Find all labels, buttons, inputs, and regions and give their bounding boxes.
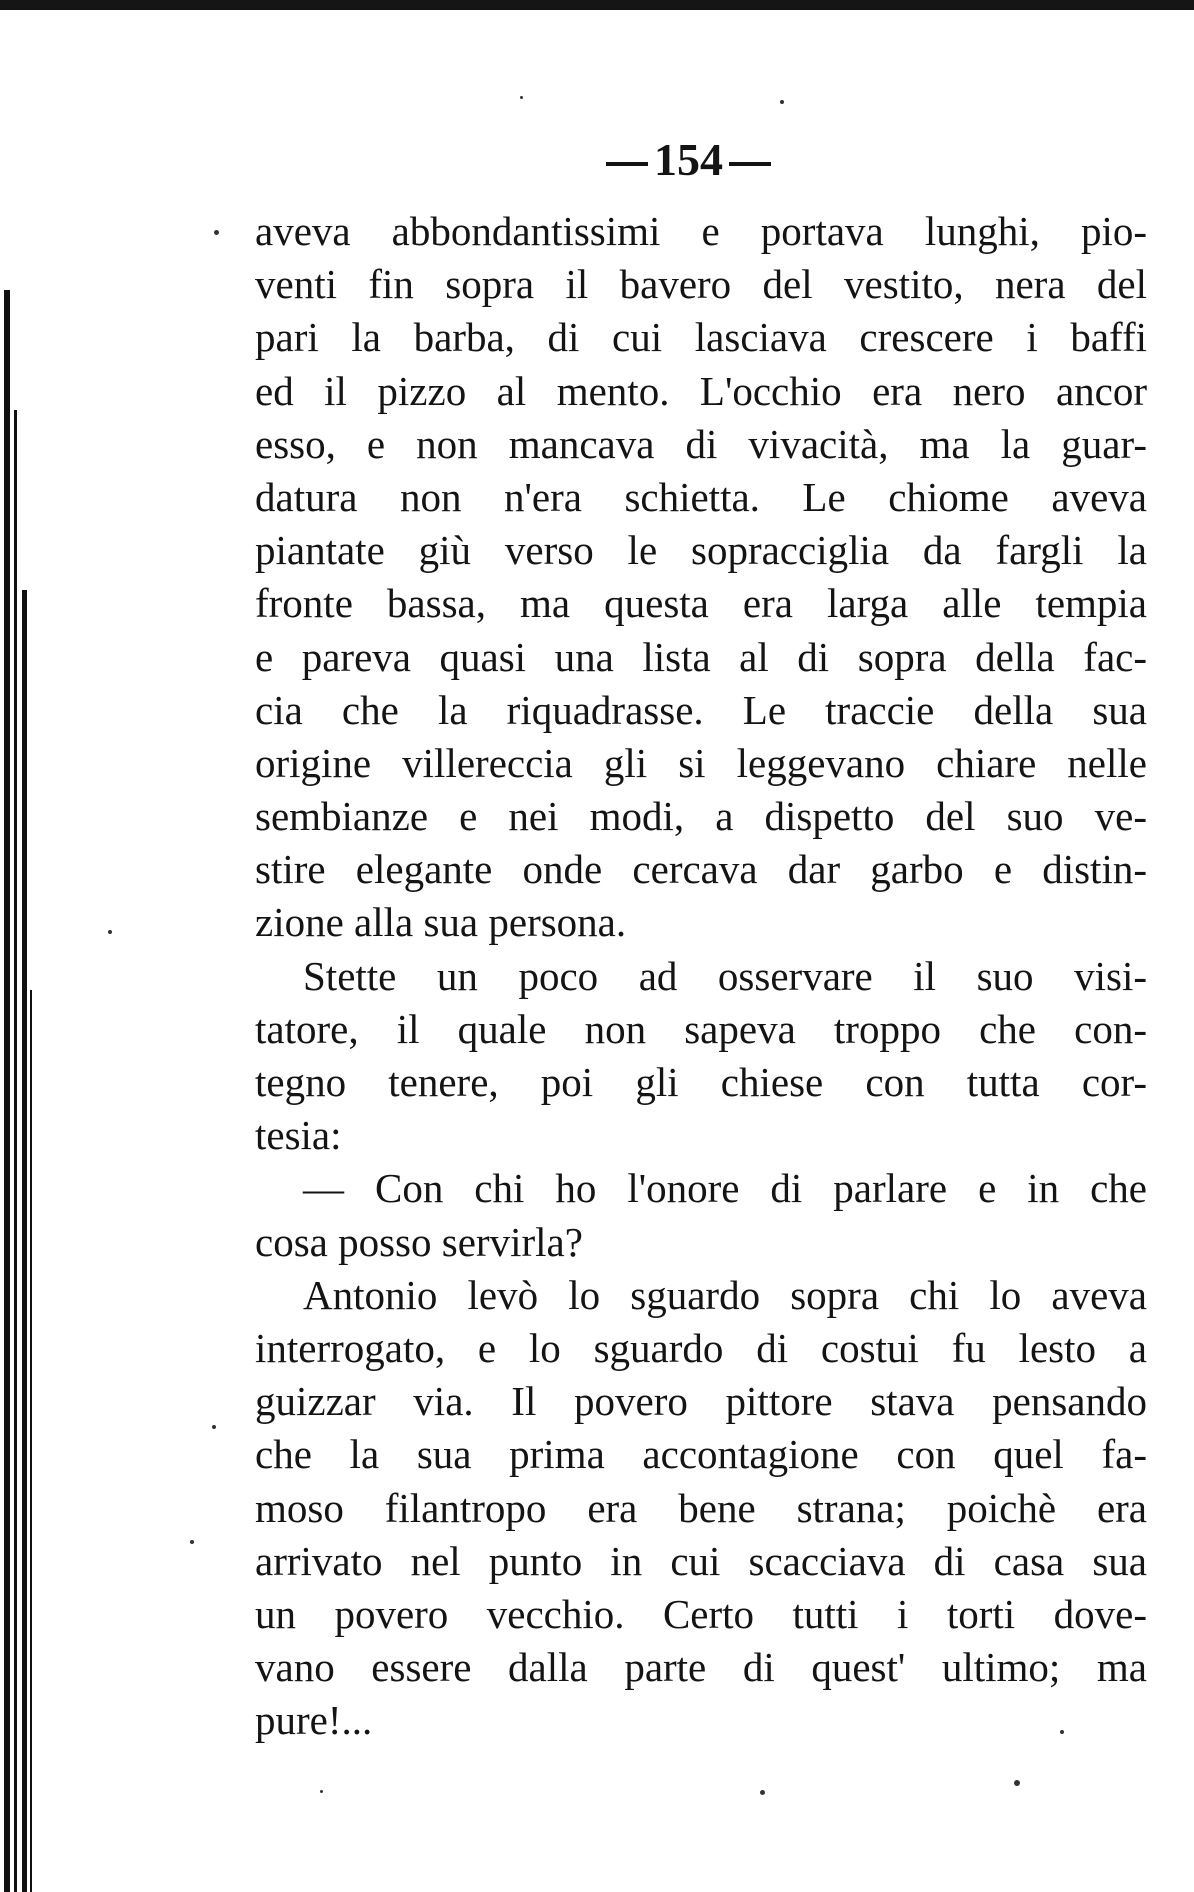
scan-speck: [320, 1790, 323, 1793]
text-line: venti fin sopra il bavero del vestito, nera del: [255, 261, 1147, 308]
text-line: vano essere dalla parte di quest' ultimo; ma: [255, 1644, 1147, 1691]
body-text: [255, 205, 1147, 1747]
scan-speck: [214, 230, 219, 235]
text-line: — Con chi ho l'onore di parlare e in che: [303, 1165, 1147, 1212]
scan-speck: [212, 1425, 216, 1429]
scan-speck: [520, 96, 523, 99]
text-line: pari la barba, di cui lasciava crescere i baffi: [255, 314, 1147, 361]
text-line: origine villereccia gli si leggevano chiare nelle: [255, 739, 1147, 786]
text-line: e pareva quasi una lista al di sopra della fac-: [255, 633, 1147, 680]
scan-speck: [108, 930, 112, 934]
text-line: tesia:: [255, 1112, 342, 1159]
text-line: stire elegante onde cercava dar garbo e distin-: [255, 846, 1147, 893]
text-line: tatore, il quale non sapeva troppo che con-: [255, 1005, 1147, 1052]
text-line: esso, e non mancava di vivacità, ma la guar-: [255, 420, 1147, 467]
header-dash-left: [606, 162, 648, 166]
text-line: tegno tenere, poi gli chiese con tutta cor-: [255, 1059, 1147, 1105]
text-line: cia che la riquadrasse. Le traccie della sua: [255, 686, 1147, 733]
text-line: che la sua prima accontagione con quel fa-: [255, 1431, 1147, 1478]
text-line: un povero vecchio. Certo tutti i torti dove-: [255, 1590, 1147, 1637]
text-line: piantate giù verso le sopracciglia da fargli la: [255, 527, 1147, 574]
text-line: moso filantropo era bene strana; poichè era: [255, 1484, 1147, 1531]
scan-speck: [780, 100, 784, 104]
page-number: 154: [654, 134, 723, 185]
scan-speck: [760, 1790, 765, 1795]
text-line: ed il pizzo al mento. L'occhio era nero ancor: [255, 367, 1147, 414]
scan-speck: [190, 1540, 194, 1544]
text-line: Antonio levò lo sguardo sopra chi lo aveva: [303, 1271, 1147, 1318]
scan-speck: [1060, 1730, 1064, 1734]
text-line: guizzar via. Il povero pittore stava pensando: [255, 1378, 1147, 1425]
text-line: aveva abbondantissimi e portava lunghi, pio-: [255, 208, 1147, 254]
text-line: datura non n'era schietta. Le chiome aveva: [255, 473, 1147, 520]
text-line: Stette un poco ad osservare il suo visi-: [303, 952, 1147, 999]
text-line: fronte bassa, ma questa era larga alle tempia: [255, 580, 1147, 627]
left-binding-edge: [0, 290, 40, 1892]
header-dash-right: [729, 162, 771, 166]
text-line: interrogato, e lo sguardo di costui fu lesto a: [255, 1324, 1147, 1371]
text-line: pure!...: [255, 1697, 373, 1744]
page-header: [600, 132, 820, 188]
text-line: sembianze e nei modi, a dispetto del suo ve-: [255, 793, 1147, 840]
scan-speck: [1014, 1780, 1020, 1786]
text-line: zione alla sua persona.: [255, 899, 627, 946]
text-line: arrivato nel punto in cui scacciava di casa sua: [255, 1537, 1147, 1584]
text-line: cosa posso servirla?: [255, 1218, 583, 1265]
top-scan-border: [0, 0, 1194, 10]
